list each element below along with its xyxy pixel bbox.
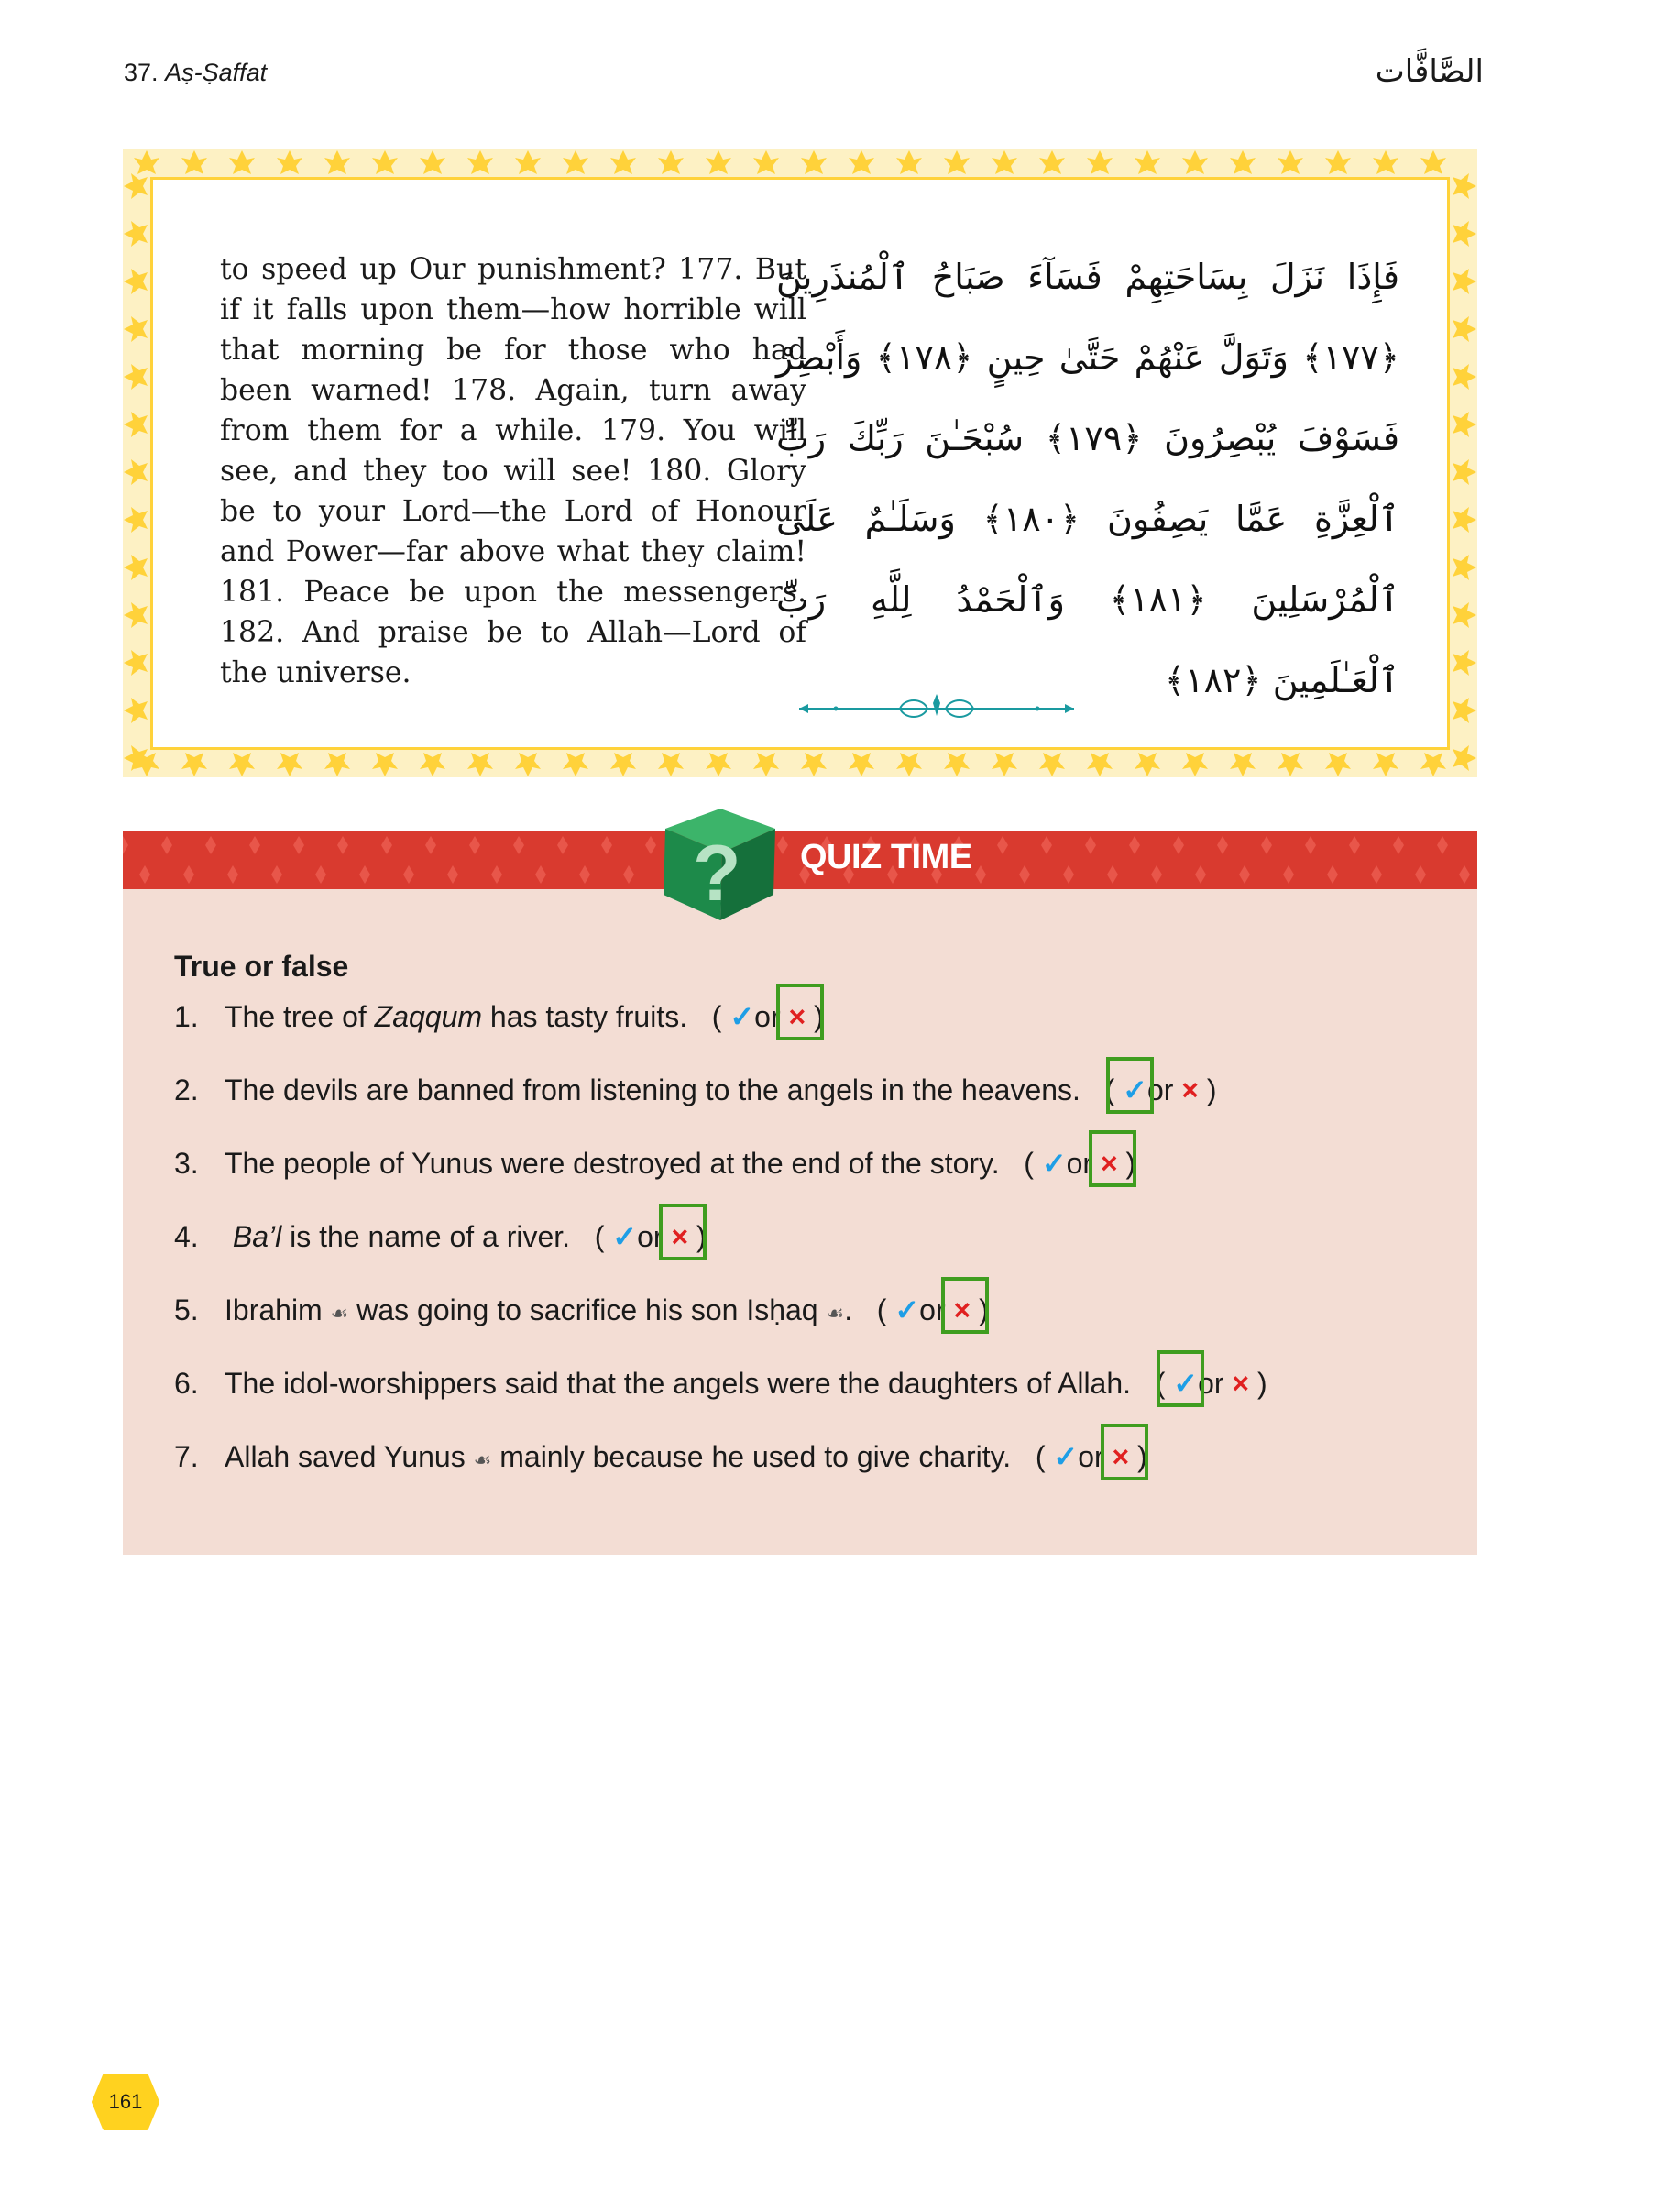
banner-motif (403, 865, 414, 884)
banner-motif (1107, 865, 1118, 884)
border-petal (706, 753, 731, 776)
border-petal (1039, 150, 1065, 174)
answer-options: ( ✓ or × ) (1089, 1073, 1217, 1106)
page-header-surah (124, 59, 267, 87)
selected-answer-box (659, 1204, 707, 1260)
surah-name-arabic: الصَّافَّات (1375, 53, 1484, 90)
quiz-question-5: 5. Ibrahim ☙ was going to sacrifice his son Isḥaq ☙. ( ✓or × ) (174, 1287, 989, 1333)
border-petal (124, 173, 148, 199)
border-petal (1230, 150, 1256, 174)
banner-motif (997, 836, 1008, 854)
quran-content (150, 177, 1450, 750)
banner-motif (1283, 865, 1294, 884)
banner-motif (1151, 865, 1162, 884)
border-petal (706, 150, 731, 174)
border-petal (1182, 150, 1208, 174)
border-petal (124, 269, 148, 294)
border-petal (1453, 412, 1476, 437)
border-petal (229, 753, 255, 776)
true-option[interactable]: ✓ (894, 1293, 920, 1326)
banner-motif (1437, 836, 1448, 854)
false-option[interactable]: × (671, 1220, 689, 1253)
banner-motif (1195, 865, 1206, 884)
border-petal (1453, 507, 1476, 533)
banner-motif (337, 836, 348, 854)
border-petal (277, 753, 302, 776)
banner-motif (601, 836, 612, 854)
border-petal (944, 753, 970, 776)
banner-motif (227, 865, 238, 884)
banner-motif (249, 836, 260, 854)
banner-motif (1129, 836, 1140, 854)
border-petal (1453, 459, 1476, 485)
border-petal (1087, 150, 1113, 174)
border-petal (658, 150, 684, 174)
true-option[interactable]: ✓ (729, 1000, 755, 1033)
banner-motif (1239, 865, 1250, 884)
answer-options: ( ✓or × ) (1007, 1147, 1135, 1180)
border-petal (801, 150, 827, 174)
true-option[interactable]: ✓ (1173, 1367, 1199, 1400)
border-petal (896, 753, 922, 776)
banner-motif (975, 865, 986, 884)
border-petal (124, 459, 148, 485)
banner-motif (1459, 865, 1470, 884)
border-petal (1278, 753, 1303, 776)
border-petal (1278, 150, 1303, 174)
surah-name: Aṣ-Ṣaffat (165, 59, 268, 86)
border-petal (420, 150, 445, 174)
selected-answer-box (1101, 1424, 1148, 1480)
border-petal (420, 753, 445, 776)
answer-options: ( ✓ or × ) (1139, 1367, 1267, 1400)
border-petal (134, 150, 159, 174)
border-petal (124, 316, 148, 342)
quiz-question-3: 3. The people of Yunus were destroyed at the end of the story. ( ✓or × ) (174, 1140, 1135, 1186)
banner-motif (1261, 836, 1272, 854)
border-petal (1453, 698, 1476, 723)
border-petal (467, 753, 493, 776)
verse-translation (220, 249, 806, 693)
border-petal (849, 150, 874, 174)
banner-motif (469, 836, 480, 854)
border-petal (1453, 745, 1476, 771)
false-option[interactable]: × (1232, 1367, 1250, 1400)
border-petal (658, 753, 684, 776)
banner-motif (123, 836, 128, 854)
banner-motif (1085, 836, 1096, 854)
banner-motif (293, 836, 304, 854)
border-petal (124, 221, 148, 247)
border-petal (467, 150, 493, 174)
question-cube-icon (647, 792, 784, 930)
true-option[interactable]: ✓ (1041, 1147, 1067, 1180)
border-petal (992, 150, 1017, 174)
border-petal (324, 753, 350, 776)
page-number-badge (92, 2074, 159, 2130)
banner-motif (623, 865, 634, 884)
quran-panel (123, 149, 1477, 777)
border-petal (1135, 150, 1160, 174)
answer-options: ( ✓or × ) (861, 1293, 989, 1326)
border-petal (1453, 602, 1476, 628)
banner-motif (1217, 836, 1228, 854)
border-petal (124, 555, 148, 580)
banner-motif (579, 865, 590, 884)
quiz-question-2: 2. The devils are banned from listening to the angels in the heavens. ( ✓ or × ) (174, 1067, 1217, 1113)
quiz-question-4: 4. Ba’l is the name of a river. ( ✓or × ) (174, 1214, 707, 1260)
border-petal (1453, 650, 1476, 676)
selected-answer-box (1157, 1350, 1204, 1407)
border-petal (1453, 316, 1476, 342)
border-petal (181, 150, 207, 174)
border-petal (1420, 150, 1446, 174)
answer-options: ( ✓or × ) (1019, 1440, 1147, 1473)
banner-motif (513, 836, 524, 854)
border-petal (1453, 221, 1476, 247)
border-petal (1039, 753, 1065, 776)
border-petal (229, 150, 255, 174)
banner-motif (315, 865, 326, 884)
border-petal (1453, 173, 1476, 199)
banner-motif (1371, 865, 1382, 884)
banner-motif (1393, 836, 1404, 854)
border-petal (515, 753, 541, 776)
border-petal (1453, 269, 1476, 294)
selected-answer-box (1106, 1057, 1154, 1114)
selected-answer-box (776, 984, 824, 1040)
border-petal (1325, 150, 1351, 174)
border-petal (1453, 364, 1476, 390)
border-petal (1325, 753, 1351, 776)
border-petal (124, 364, 148, 390)
border-petal (563, 150, 588, 174)
quiz-question-7: 7. Allah saved Yunus ☙ mainly because he used to give charity. ( ✓or × ) (174, 1434, 1147, 1480)
banner-motif (1173, 836, 1184, 854)
border-petal (992, 753, 1017, 776)
quiz-title: QUIZ TIME (800, 838, 972, 876)
border-petal (1230, 753, 1256, 776)
banner-motif (1063, 865, 1074, 884)
border-petal (277, 150, 302, 174)
true-option[interactable]: ✓ (1053, 1440, 1079, 1473)
border-petal (124, 602, 148, 628)
page-number: 161 (108, 2090, 143, 2113)
false-option[interactable]: × (1181, 1073, 1199, 1106)
selected-answer-box (941, 1277, 989, 1334)
border-petal (124, 507, 148, 533)
border-petal (1087, 753, 1113, 776)
banner-motif (381, 836, 392, 854)
banner-motif (1305, 836, 1316, 854)
border-petal (372, 753, 398, 776)
answer-options: ( ✓or × ) (696, 1000, 824, 1033)
banner-motif (183, 865, 194, 884)
border-petal (896, 150, 922, 174)
border-petal (610, 753, 636, 776)
pbuh-icon: ☙ (330, 1302, 349, 1325)
border-petal (563, 753, 588, 776)
border-petal (1420, 753, 1446, 776)
true-option[interactable]: ✓ (612, 1220, 638, 1253)
svg-text:?: ? (693, 830, 741, 918)
banner-motif (557, 836, 568, 854)
pbuh-icon: ☙ (826, 1302, 845, 1325)
banner-motif (1041, 836, 1052, 854)
border-petal (124, 412, 148, 437)
banner-motif (491, 865, 502, 884)
banner-motif (1349, 836, 1360, 854)
true-false-heading: True or false (174, 950, 349, 983)
banner-motif (1019, 865, 1030, 884)
border-petal (124, 698, 148, 723)
border-petal (849, 753, 874, 776)
banner-motif (271, 865, 282, 884)
border-petal (753, 150, 779, 174)
answer-options: ( ✓or × ) (578, 1220, 707, 1253)
verse-arabic (776, 237, 1399, 721)
border-petal (1182, 753, 1208, 776)
border-petal (1373, 150, 1398, 174)
border-petal (1135, 753, 1160, 776)
banner-motif (535, 865, 546, 884)
quiz-question-1: 1. The tree of Zaqqum has tasty fruits. ( ✓or × ) (174, 994, 824, 1040)
border-petal (372, 150, 398, 174)
ornament-divider (799, 688, 1074, 725)
arabic-text: فَإِذَا نَزَلَ بِسَاحَتِهِمْ فَسَآءَ صَبَاحُ ٱلْمُنذَرِينَ ﴿١٧٧﴾ وَتَوَلَّ عَنْهُمْ حَتَّىٰ حِينٍ ﴿١٧٨﴾ وَأَبْصِرْ فَسَوْفَ يُبْصِرُونَ ﴿١٧٩﴾ سُبْحَـٰنَ رَبِّكَ رَبِّ ٱلْعِزَّةِ عَمَّا يَصِفُونَ ﴿١٨٠﴾ وَسَلَـٰمٌ عَلَى ٱلْمُرْسَلِينَ ﴿١٨١﴾ وَٱلْحَمْدُ لِلَّهِ رَبِّ ٱلْعَـٰلَمِينَ ﴿١٨٢﴾ (776, 257, 1400, 700)
false-option[interactable]: × (953, 1293, 971, 1326)
border-petal (944, 150, 970, 174)
banner-motif (1415, 865, 1426, 884)
banner-motif (161, 836, 172, 854)
pbuh-icon: ☙ (473, 1448, 492, 1471)
translation-text: to speed up Our punishment? 177. But if it falls upon them—how horrible will that morning be for those who had been warned! 178. Again, turn away from them for a while. 179. You will see, and they too will see! 180. Glory be to your Lord—the Lord of Honour and Power—far above what they claim! 181. Peace be upon the messengers. 182. And praise be to Allah—Lord of the universe. (220, 253, 806, 689)
selected-answer-box (1089, 1130, 1136, 1187)
banner-motif (205, 836, 216, 854)
quiz-question-6: 6. The idol-worshippers said that the angels were the daughters of Allah. ( ✓ or × ) (174, 1360, 1267, 1406)
false-option[interactable]: × (788, 1000, 806, 1033)
true-option[interactable]: ✓ (1123, 1073, 1147, 1106)
banner-motif (447, 865, 458, 884)
banner-motif (139, 865, 150, 884)
border-petal (753, 753, 779, 776)
border-petal (1373, 753, 1398, 776)
border-petal (324, 150, 350, 174)
border-petal (1453, 555, 1476, 580)
border-petal (124, 650, 148, 676)
false-option[interactable]: × (1100, 1147, 1118, 1180)
banner-motif (425, 836, 436, 854)
banner-motif (359, 865, 370, 884)
border-petal (801, 753, 827, 776)
border-petal (610, 150, 636, 174)
border-petal (181, 753, 207, 776)
false-option[interactable]: × (1112, 1440, 1130, 1473)
surah-number: 37. (124, 59, 159, 86)
banner-motif (1327, 865, 1338, 884)
border-petal (515, 150, 541, 174)
